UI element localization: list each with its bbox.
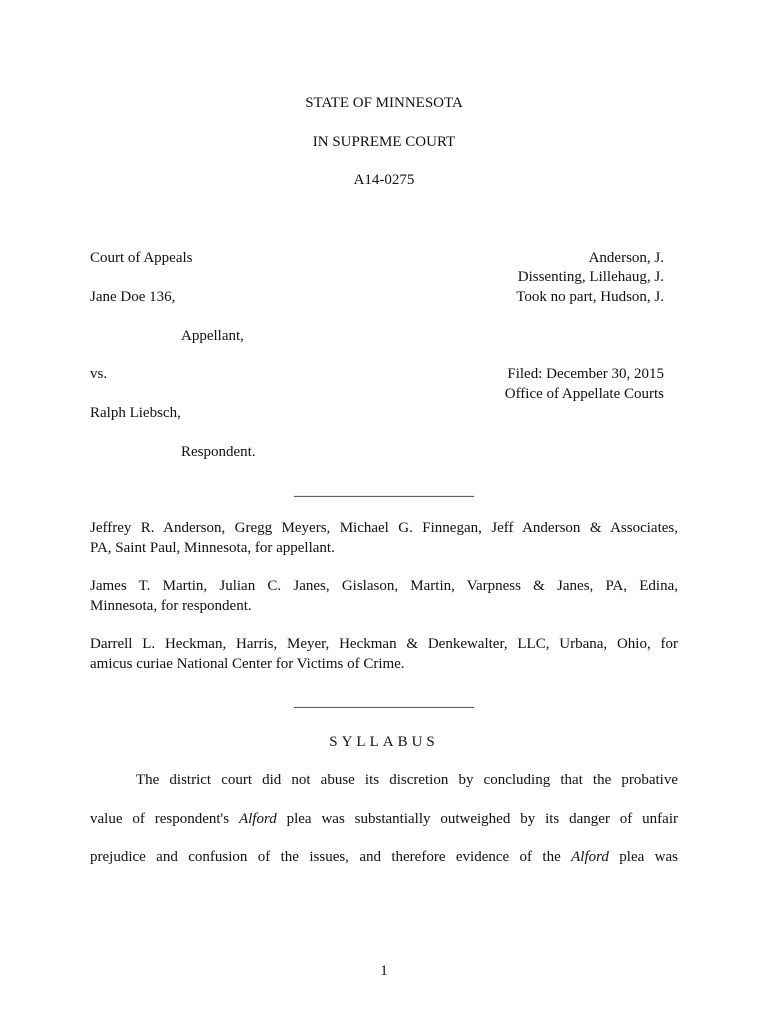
dissenting-judge: Dissenting, Lillehaug, J. xyxy=(517,269,664,285)
syllabus-text: plea was xyxy=(608,849,678,865)
counsel-respondent-line: James T. Martin, Julian C. Janes, Gislason, Martin, Varpness & Janes, PA, Edina, xyxy=(90,578,678,594)
counsel-appellant-line: Jeffrey R. Anderson, Gregg Meyers, Michael G. Finnegan, Jeff Anderson & Associates, xyxy=(90,520,678,536)
counsel-amicus-line: Darrell L. Heckman, Harris, Meyer, Heckman & Denkewalter, LLC, Urbana, Ohio, for xyxy=(90,636,678,652)
syllabus-text: plea was substantially outweighed by its danger of unfair xyxy=(276,811,678,827)
syllabus-text-line xyxy=(90,848,678,867)
separator-line: ________________________ xyxy=(294,483,474,499)
syllabus-text: prejudice and confusion of the issues, and therefore evidence of the xyxy=(90,849,572,865)
case-name-italic: Alford xyxy=(238,811,277,827)
docket-number: A14-0275 xyxy=(353,172,415,188)
recused-judge: Took no part, Hudson, J. xyxy=(516,289,664,305)
syllabus-text-line xyxy=(90,810,678,829)
filed-date: Filed: December 30, 2015 xyxy=(507,366,664,382)
respondent-name: Ralph Liebsch, xyxy=(90,405,181,421)
authoring-judge: Anderson, J. xyxy=(588,250,664,266)
syllabus-heading: SYLLABUS xyxy=(329,734,439,750)
versus: vs. xyxy=(90,366,108,382)
lower-court: Court of Appeals xyxy=(90,250,193,266)
syllabus-text: value of respondent's xyxy=(90,811,239,827)
counsel-amicus-line: amicus curiae National Center for Victims of Crime. xyxy=(90,656,405,672)
counsel-appellant-line: PA, Saint Paul, Minnesota, for appellant. xyxy=(90,540,335,556)
case-name-italic: Alford xyxy=(571,849,609,865)
appellant-name: Jane Doe 136, xyxy=(90,289,176,305)
respondent-role: Respondent. xyxy=(181,444,256,460)
state-heading: STATE OF MINNESOTA xyxy=(305,95,463,111)
separator-line: ________________________ xyxy=(294,694,474,710)
filing-office: Office of Appellate Courts xyxy=(504,386,664,402)
page-number: 1 xyxy=(380,963,388,979)
counsel-respondent-line: Minnesota, for respondent. xyxy=(90,598,252,614)
appellant-role: Appellant, xyxy=(181,328,244,344)
court-heading: IN SUPREME COURT xyxy=(312,134,456,150)
syllabus-text-line: The district court did not abuse its discretion by concluding that the probative xyxy=(136,772,678,788)
